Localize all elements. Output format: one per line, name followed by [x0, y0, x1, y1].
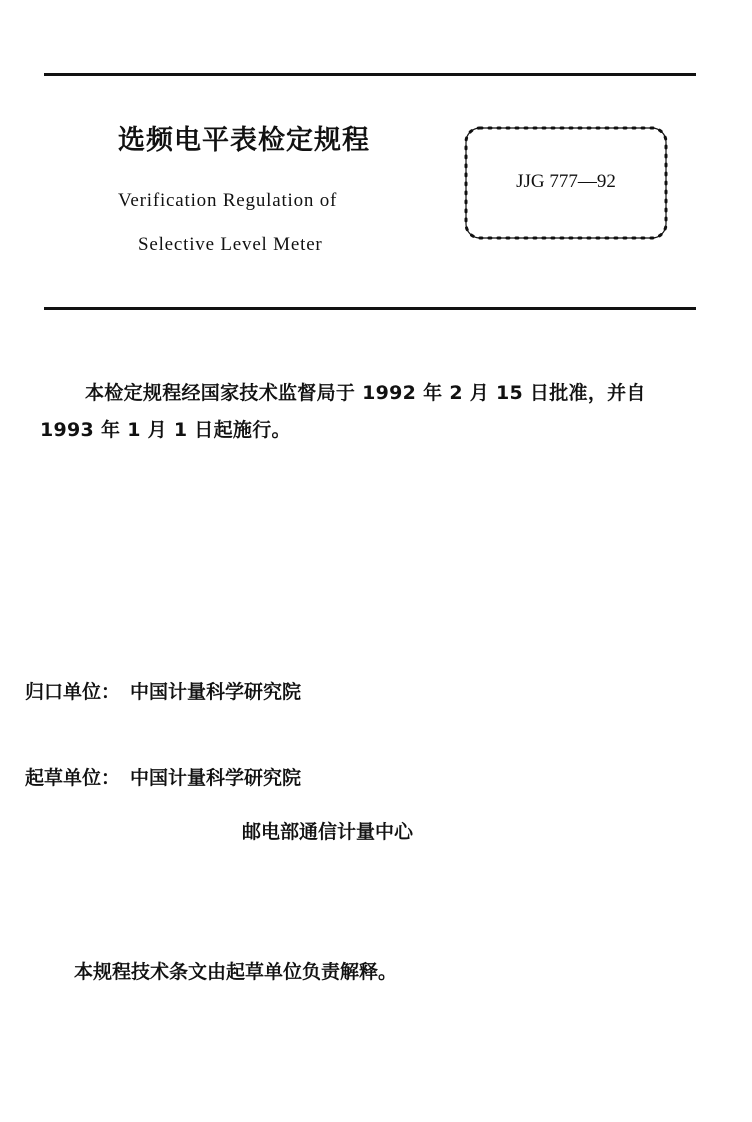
- responsible-unit-value: 中国计量科学研究院: [130, 681, 302, 703]
- document-title-english-line-1: Verification Regulation of: [118, 190, 338, 211]
- drafting-unit-value-2: 邮电部通信计量中心: [242, 821, 414, 843]
- document-title-chinese: 选频电平表检定规程: [118, 125, 370, 156]
- drafting-unit-label: 起草单位：: [24, 767, 120, 789]
- drafting-unit-row: [0, 763, 301, 790]
- bottom-rule: [44, 307, 696, 310]
- responsible-unit-row: [0, 677, 301, 704]
- regulation-code: JJG 777—92: [516, 171, 616, 192]
- document-title-english-line-2: Selective Level Meter: [138, 234, 323, 255]
- interpretation-note: 本规程技术条文由起草单位负责解释。: [74, 961, 398, 983]
- top-rule: [44, 73, 696, 76]
- drafting-unit-value-1: 中国计量科学研究院: [130, 767, 302, 789]
- drafting-unit-row-2: [242, 817, 413, 844]
- approval-statement: 本检定规程经国家技术监督局于 1992 年 2 月 15 日批准，并自 1993 年 1 月 1 日起施行。: [40, 382, 646, 441]
- regulation-code-box: [460, 122, 672, 244]
- responsible-unit-label: 归口单位：: [24, 681, 120, 703]
